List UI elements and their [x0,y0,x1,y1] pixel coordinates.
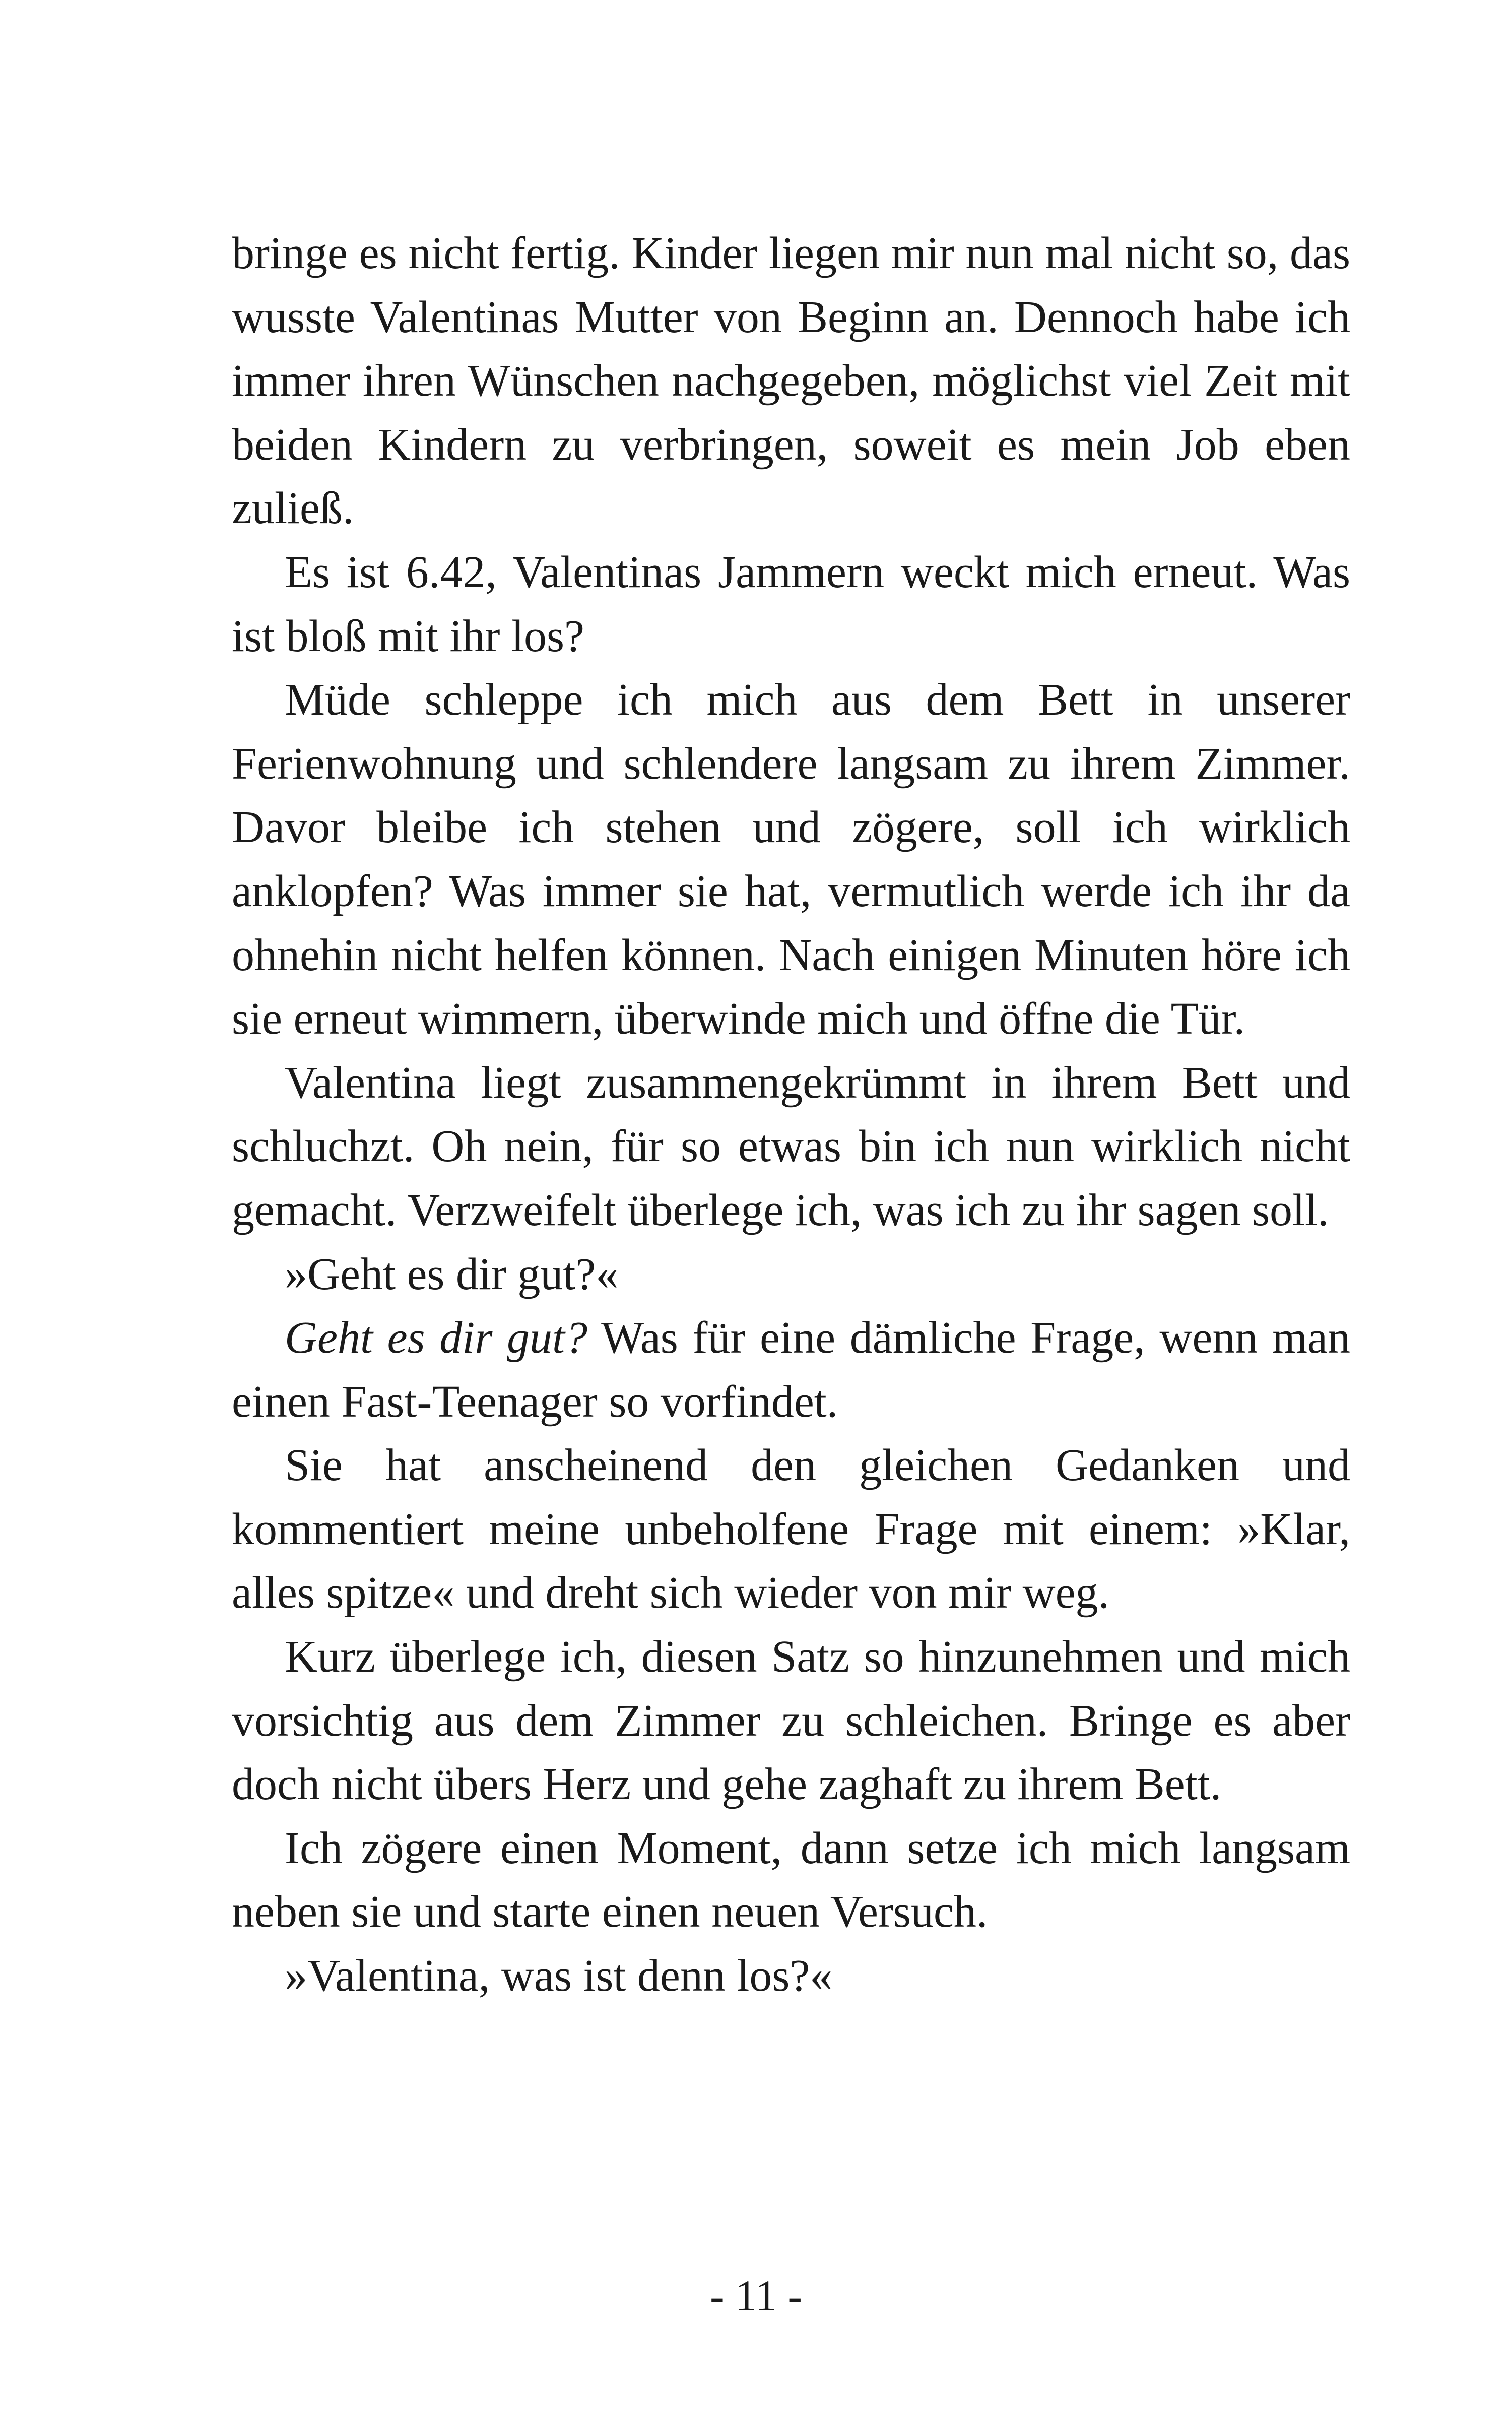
paragraph-3 [232,668,1350,1051]
paragraph-5-text: »Geht es dir gut?« [285,1249,619,1299]
paragraph-10 [232,1944,1350,2008]
paragraph-1-text: bringe es nicht fertig. Kinder liegen mir nun mal nicht so, das wusste Valentinas Mutter von Beginn an. Dennoch habe ich immer ihren Wünschen nachgegeben, möglichst viel Zeit mit beiden Kindern zu verbringen, soweit es mein Job eben zuließ. [232,228,1350,534]
paragraph-8-text: Kurz überlege ich, diesen Satz so hinzunehmen und mich vorsichtig aus dem Zimmer zu schleichen. Bringe es aber doch nicht übers Herz und gehe zaghaft zu ihrem Bett. [232,1632,1350,1810]
paragraph-8 [232,1625,1350,1817]
paragraph-2 [232,541,1350,668]
paragraph-4-text: Valentina liegt zusammengekrümmt in ihrem Bett und schluchzt. Oh nein, für so etwas bin ich nun wirklich nicht gemacht. Verzweifelt überlege ich, was ich zu ihr sagen soll. [232,1057,1350,1235]
paragraph-6-italic-text: Geht es dir gut? [285,1313,588,1363]
body-text [232,222,1350,2008]
paragraph-6 [232,1306,1350,1434]
paragraph-9 [232,1817,1350,1944]
paragraph-7 [232,1434,1350,1625]
paragraph-5 [232,1243,1350,1307]
page-number: - 11 - [709,2271,803,2320]
paragraph-6-text: Was für eine dämliche Frage, wenn man einen Fast-Teenager so vorfindet. [232,1313,1350,1427]
paragraph-2-text: Es ist 6.42, Valentinas Jammern weckt mich erneut. Was ist bloß mit ihr los? [232,547,1350,661]
paragraph-9-text: Ich zögere einen Moment, dann setze ich mich langsam neben sie und starte einen neuen Versuch. [232,1823,1350,1937]
paragraph-7-text: Sie hat anscheinend den gleichen Gedanken und kommentiert meine unbeholfene Frage mit einem: »Klar, alles spitze« und dreht sich wieder von mir weg. [232,1440,1350,1618]
paragraph-1 [232,222,1350,541]
paragraph-3-text: Müde schleppe ich mich aus dem Bett in unserer Ferienwohnung und schlendere langsam zu ihrem Zimmer. Davor bleibe ich stehen und zögere, soll ich wirklich anklopfen? Was immer sie hat, vermutlich werde ich ihr da ohnehin nicht helfen können. Nach einigen Minuten höre ich sie erneut wimmern, überwinde mich und öffne die Tür. [232,675,1350,1044]
paragraph-4 [232,1051,1350,1243]
paragraph-10-text: »Valentina, was ist denn los?« [285,1951,833,2001]
